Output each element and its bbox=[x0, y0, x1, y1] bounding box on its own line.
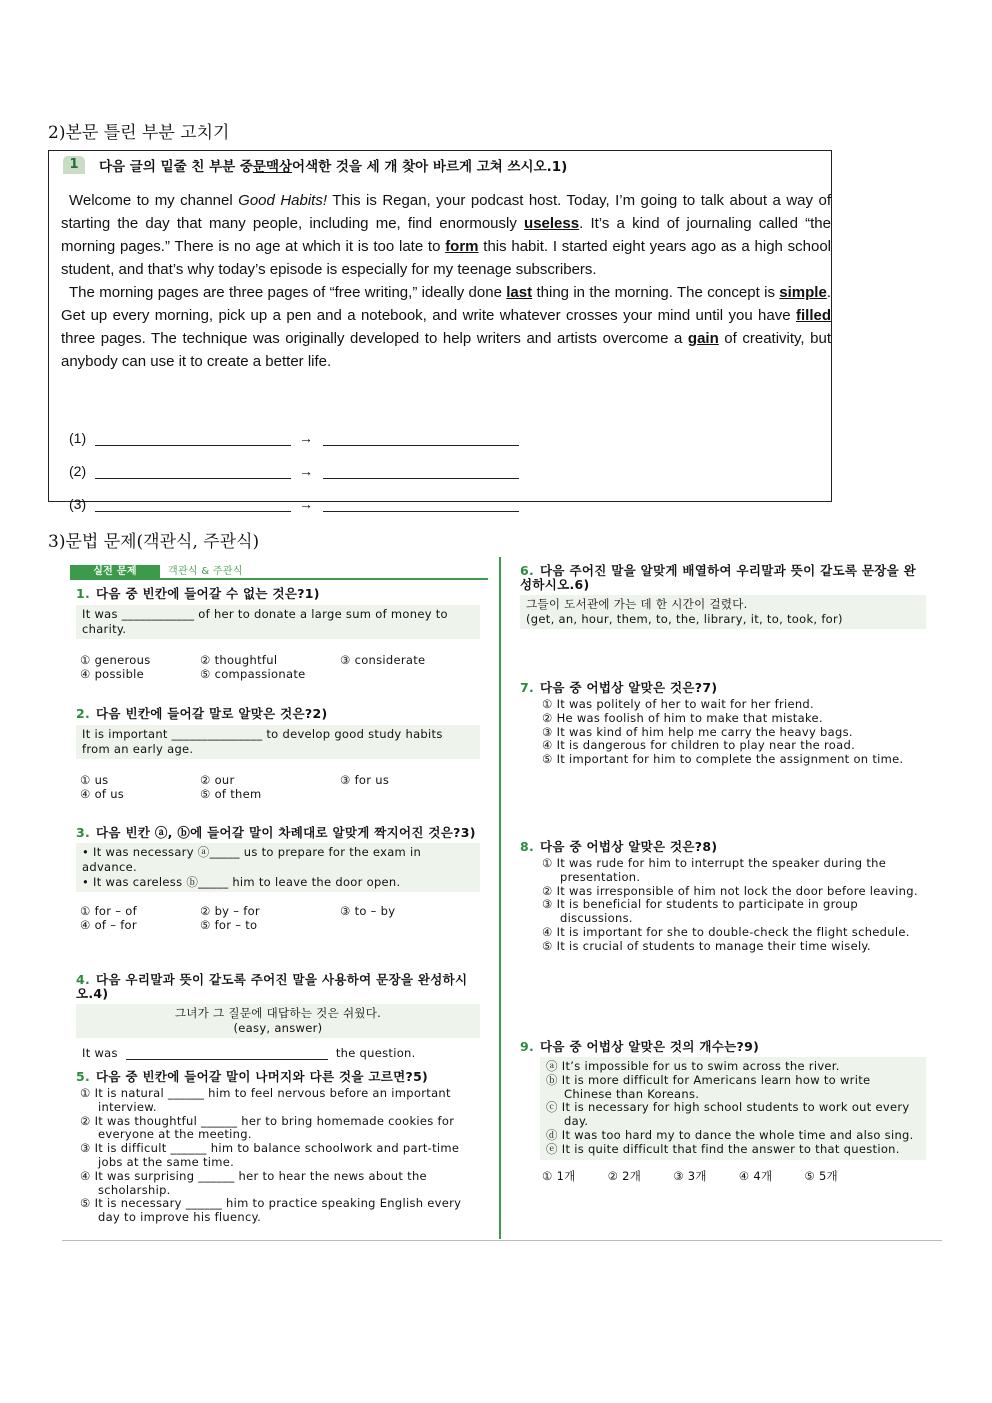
question-number: 9. bbox=[520, 1039, 535, 1054]
question-title bbox=[76, 587, 480, 601]
question-number: 8. bbox=[520, 839, 535, 854]
answer-blank-correct[interactable] bbox=[323, 497, 519, 512]
question-number: 6. bbox=[520, 563, 535, 578]
option[interactable]: ④ of – for bbox=[80, 918, 137, 932]
question-1-text-post: 어색한 것을 세 개 찾아 바르게 고쳐 쓰시오.1) bbox=[292, 159, 568, 175]
passage-text: . Get up every morning, pick up a pen and a notebook, and write whatever crosses your mind until you have bbox=[61, 284, 831, 324]
choices bbox=[520, 1168, 926, 1184]
answer-row bbox=[69, 413, 527, 446]
statement: ⓑ It is more difficult for Americans learn how to write Chinese than Koreans. bbox=[546, 1072, 871, 1101]
question-title bbox=[76, 1070, 480, 1084]
question-sentence: • It was careless ⓑ_____ him to leave the door open. bbox=[82, 875, 401, 889]
statement: ⓐ It’s impossible for us to swim across the river. bbox=[546, 1059, 840, 1073]
option[interactable]: ③ to – by bbox=[340, 904, 396, 918]
answer-label: (1) bbox=[69, 430, 87, 446]
answer-label: (3) bbox=[69, 496, 87, 512]
answer-blank[interactable] bbox=[126, 1047, 328, 1060]
statement: ⓒ It is necessary for high school students to work out every day. bbox=[546, 1100, 910, 1129]
question-title bbox=[76, 707, 480, 721]
option[interactable]: ④ It was surprising ______ her to hear the news about the scholarship. bbox=[80, 1168, 427, 1197]
word-hint: (easy, answer) bbox=[233, 1021, 323, 1035]
worksheet bbox=[62, 557, 942, 1241]
question-number: 3. bbox=[76, 825, 91, 840]
worksheet-header-tag: 실전 문제 bbox=[70, 565, 160, 578]
passage bbox=[61, 189, 831, 373]
underlined-word-1: useless bbox=[524, 215, 580, 232]
option[interactable]: ③ considerate bbox=[340, 653, 426, 667]
answer-blank-correct[interactable] bbox=[323, 431, 519, 446]
question-number-badge: 1 bbox=[63, 156, 85, 174]
choice[interactable]: ② 2개 bbox=[607, 1168, 642, 1183]
statement: ⓔ It is quite difficult that find the answer to that question. bbox=[546, 1141, 900, 1156]
option[interactable]: ② our bbox=[200, 773, 235, 787]
option[interactable]: ⑤ compassionate bbox=[200, 667, 306, 681]
question-title bbox=[520, 1040, 926, 1054]
question-2 bbox=[76, 707, 480, 801]
question-3 bbox=[76, 826, 480, 932]
option[interactable]: ② He was foolish of him to make that mistake. bbox=[542, 710, 823, 725]
choice[interactable]: ⑤ 5개 bbox=[804, 1168, 838, 1183]
option[interactable]: ④ It is dangerous for children to play near the road. bbox=[542, 738, 856, 753]
choice[interactable]: ③ 3개 bbox=[673, 1168, 707, 1183]
korean-prompt bbox=[76, 1004, 480, 1038]
arrow-icon: → bbox=[299, 496, 313, 512]
question-number: 5. bbox=[76, 1069, 91, 1084]
option[interactable]: ② by – for bbox=[200, 904, 260, 918]
passage-paragraph-1 bbox=[61, 189, 831, 281]
option[interactable]: ④ of us bbox=[80, 787, 125, 801]
question-title bbox=[520, 840, 926, 854]
option[interactable]: ④ possible bbox=[80, 667, 145, 681]
options bbox=[520, 857, 926, 954]
question-title bbox=[520, 564, 926, 592]
option[interactable]: ③ It was kind of him help me carry the heavy bags. bbox=[542, 724, 853, 739]
option[interactable]: ③ It is beneficial for students to participate in group discussions. bbox=[542, 897, 858, 926]
question-text: 다음 중 빈칸에 들어갈 수 없는 것은?1) bbox=[96, 586, 320, 601]
options bbox=[76, 773, 480, 801]
question-text: 다음 주어진 말을 알맞게 배열하여 우리말과 뜻이 같도록 문장을 완성하시오.6) bbox=[520, 563, 917, 592]
question-5 bbox=[76, 1070, 480, 1225]
question-text: 다음 중 어법상 알맞은 것의 개수는?9) bbox=[540, 1039, 760, 1054]
korean-prompt bbox=[520, 595, 926, 629]
option[interactable]: ① It was politely of her to wait for her friend. bbox=[542, 697, 814, 711]
question-text: 다음 중 빈칸에 들어갈 말이 나머지와 다른 것을 고르면?5) bbox=[96, 1069, 429, 1084]
korean-sentence: 그녀가 그 질문에 대답하는 것은 쉬웠다. bbox=[174, 1006, 382, 1020]
underlined-word-6: gain bbox=[687, 330, 719, 347]
section-2-title: 2)본문 틀린 부분 고치기 bbox=[48, 123, 230, 143]
answer-suffix: the question. bbox=[335, 1046, 416, 1060]
underlined-word-5: filled bbox=[795, 307, 831, 324]
question-1 bbox=[76, 587, 480, 681]
passage-text: this habit. I started eight years ago as a high school student, and that’s why today’s episode is especially for my teenage subscribers. bbox=[61, 238, 831, 278]
passage-text: . It’s a kind of journaling called “the morning pages.” There is no age at which it is too late to bbox=[61, 215, 831, 255]
question-8 bbox=[520, 840, 926, 954]
option[interactable]: ⑤ for – to bbox=[200, 918, 258, 932]
question-text: 다음 빈칸 ⓐ, ⓑ에 들어갈 말이 차례대로 알맞게 짝지어진 것은?3) bbox=[96, 825, 476, 840]
passage-text: of creativity, but anybody can use it to create a better life. bbox=[61, 330, 831, 370]
answer-blank-wrong[interactable] bbox=[95, 464, 291, 479]
question-text: 다음 빈칸에 들어갈 말로 알맞은 것은?2) bbox=[96, 706, 328, 721]
options bbox=[76, 904, 480, 932]
question-number: 7. bbox=[520, 680, 535, 695]
statements bbox=[540, 1057, 926, 1160]
option[interactable]: ① It is natural ______ him to feel nervous before an important interview. bbox=[80, 1086, 451, 1114]
question-text: 다음 우리말과 뜻이 같도록 주어진 말을 사용하여 문장을 완성하시오.4) bbox=[76, 972, 468, 1001]
question-1-text-underlined: 문맥상 bbox=[252, 159, 293, 175]
option[interactable]: ③ for us bbox=[340, 773, 390, 787]
column-divider bbox=[499, 557, 501, 1239]
bottom-rule bbox=[62, 1240, 942, 1241]
option[interactable]: ① It was rude for him to interrupt the speaker during the presentation. bbox=[542, 856, 887, 884]
option[interactable]: ⑤ It is crucial of students to manage their time wisely. bbox=[542, 938, 871, 953]
option[interactable]: ① for – of bbox=[80, 904, 137, 918]
question-title bbox=[76, 973, 480, 1001]
section-3-title: 3)문법 문제(객관식, 주관식) bbox=[48, 532, 260, 552]
worksheet-header-sub: 객관식 & 주관식 bbox=[168, 566, 243, 577]
question-1-text-pre: 다음 글의 밑줄 친 부분 중 bbox=[99, 159, 253, 175]
question-text: 다음 중 어법상 알맞은 것은?8) bbox=[540, 839, 718, 854]
option[interactable]: ② It was irresponsible of him not lock the door before leaving. bbox=[542, 883, 918, 898]
underlined-word-4: simple bbox=[779, 284, 827, 301]
underlined-word-2: form bbox=[445, 238, 479, 255]
passage-text: three pages. The technique was originally developed to help writers and artists overcome a bbox=[61, 330, 688, 347]
question-title bbox=[76, 826, 480, 840]
option[interactable]: ⑤ It is necessary ______ him to practice speaking English every day to improve his fluency. bbox=[80, 1196, 462, 1225]
answer-line bbox=[76, 1046, 480, 1060]
options bbox=[520, 698, 926, 767]
answer-blank-correct[interactable] bbox=[323, 464, 519, 479]
question-sentence: It is important _______________ to develop good study habits from an early age. bbox=[76, 725, 480, 759]
question-sentences bbox=[76, 843, 480, 892]
underlined-word-3: last bbox=[506, 284, 533, 301]
word-hint: (get, an, hour, them, to, the, library, it, to, took, for) bbox=[526, 612, 843, 626]
question-1-header bbox=[63, 155, 567, 175]
question-number: 1. bbox=[76, 586, 91, 601]
options bbox=[76, 1087, 480, 1225]
option[interactable]: ② thoughtful bbox=[200, 653, 278, 667]
passage-text: thing in the morning. The concept is bbox=[532, 284, 780, 301]
option[interactable]: ② It was thoughtful ______ her to bring homemade cookies for everyone at the meeting. bbox=[80, 1113, 455, 1142]
question-sentence: It was ____________ of her to donate a large sum of money to charity. bbox=[76, 605, 480, 639]
options bbox=[76, 653, 480, 681]
choice[interactable]: ① 1개 bbox=[542, 1168, 576, 1183]
answer-row bbox=[69, 446, 527, 479]
question-7 bbox=[520, 681, 926, 767]
answer-blank-wrong[interactable] bbox=[95, 497, 291, 512]
question-1-box bbox=[48, 150, 832, 512]
question-number: 4. bbox=[76, 972, 91, 987]
answer-blank-wrong[interactable] bbox=[95, 431, 291, 446]
korean-sentence: 그들이 도서관에 가는 데 한 시간이 걸렸다. bbox=[526, 597, 748, 611]
passage-text: Welcome to my channel bbox=[69, 192, 239, 209]
arrow-icon: → bbox=[299, 463, 313, 479]
statement: ⓓ It was too hard my to dance the whole time and also sing. bbox=[546, 1127, 914, 1142]
question-number: 2. bbox=[76, 706, 91, 721]
question-text: 다음 중 어법상 알맞은 것은?7) bbox=[540, 680, 718, 695]
passage-text: This is Regan, your podcast host. Today, I’m going to talk about a way of starting the day that many people, including me, find enormously bbox=[61, 192, 831, 232]
question-9 bbox=[520, 1040, 926, 1184]
passage-text: The morning pages are three pages of “free writing,” ideally done bbox=[69, 284, 507, 301]
passage-paragraph-2 bbox=[61, 281, 831, 373]
channel-name: Good Habits! bbox=[238, 192, 328, 209]
option[interactable]: ④ It is important for she to double-check the flight schedule. bbox=[542, 924, 910, 939]
option[interactable]: ① generous bbox=[80, 653, 151, 667]
answer-lines bbox=[69, 413, 527, 512]
answer-prefix: It was bbox=[82, 1046, 118, 1060]
option[interactable]: ③ It is difficult ______ him to balance schoolwork and part-time jobs at the same time. bbox=[80, 1141, 460, 1169]
question-sentence: • It was necessary ⓐ_____ us to prepare for the exam in advance. bbox=[82, 845, 422, 874]
option[interactable]: ⑤ It important for him to complete the assignment on time. bbox=[542, 752, 904, 767]
choice[interactable]: ④ 4개 bbox=[738, 1168, 773, 1183]
answer-row bbox=[69, 479, 527, 512]
option[interactable]: ① us bbox=[80, 773, 109, 787]
answer-label: (2) bbox=[69, 463, 87, 479]
question-6 bbox=[520, 564, 926, 629]
arrow-icon: → bbox=[299, 430, 313, 446]
question-4 bbox=[76, 973, 480, 1060]
option[interactable]: ⑤ of them bbox=[200, 787, 262, 801]
question-title bbox=[520, 681, 926, 695]
